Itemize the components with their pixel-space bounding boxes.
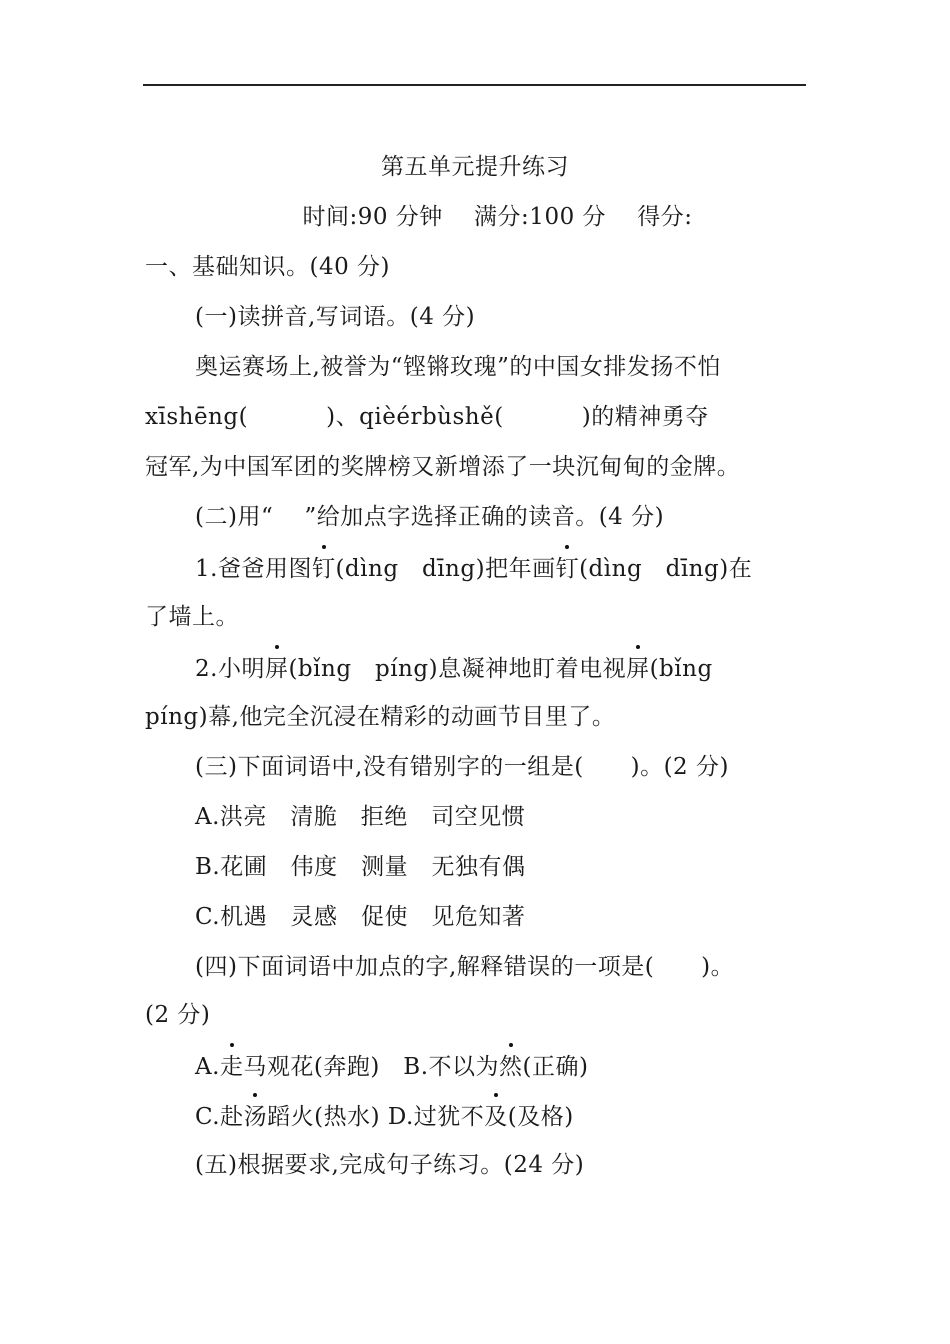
q2-item-1-cont: 了墙上。 xyxy=(145,604,239,630)
q2-item-2 xyxy=(195,654,713,684)
q1-line-1: 奥运赛场上,被誉为“铿锵玫瑰”的中国女排发扬不怕 xyxy=(195,354,721,380)
dotted-char: 屏 xyxy=(626,656,650,682)
q4-options-ab xyxy=(195,1052,588,1082)
dotted-char: 走 xyxy=(219,1054,244,1080)
q5-heading: (五)根据要求,完成句子练习。(24 分) xyxy=(195,1152,585,1178)
q2-item-1-part-b: (dìng dīng)把年画 xyxy=(335,556,556,582)
q1-line-2: xīshēng( )、qièérbùshě( )的精神勇夺 xyxy=(145,404,709,430)
q4-a-suffix: 马观花(奔跑) xyxy=(243,1054,380,1080)
q3-option-c: C.机遇 灵感 促使 见危知著 xyxy=(195,904,526,930)
section-heading: 一、基础知识。(40 分) xyxy=(145,254,391,280)
q2-item-1-part-c: (dìng dīng)在 xyxy=(579,556,753,582)
q4-b-prefix: B.不以为 xyxy=(379,1054,500,1080)
q3-heading: (三)下面词语中,没有错别字的一组是( )。(2 分) xyxy=(195,754,729,780)
dotted-char: 及 xyxy=(484,1104,508,1130)
dotted-char: 屏 xyxy=(264,656,289,682)
q2-item-2-part-b: (bǐng píng)息凝神地盯着电视 xyxy=(288,656,627,682)
dotted-char: 钉 xyxy=(555,556,580,582)
q4-c-suffix: 蹈火(热水) xyxy=(267,1104,381,1130)
q2-item-2-part-a: 2.小明 xyxy=(195,656,265,682)
q4-d-prefix: D.过犹不 xyxy=(380,1104,485,1130)
q2-item-2-part-c: (bǐng xyxy=(649,656,713,682)
q2-item-1-part-a: 1.爸爸用图 xyxy=(195,556,312,582)
q1-heading: (一)读拼音,写词语。(4 分) xyxy=(195,304,476,330)
q4-options-cd xyxy=(195,1102,574,1132)
q1-line-3: 冠军,为中国军团的奖牌榜又新增添了一块沉甸甸的金牌。 xyxy=(145,454,741,480)
q4-c-prefix: C.赴 xyxy=(195,1104,244,1130)
dotted-char: 然 xyxy=(499,1054,523,1080)
q2-heading: (二)用“ ”给加点字选择正确的读音。(4 分) xyxy=(195,504,665,530)
q4-heading: (四)下面词语中加点的字,解释错误的一项是( )。 xyxy=(195,954,735,980)
q4-score: (2 分) xyxy=(145,1002,211,1028)
q3-option-b: B.花圃 伟度 测量 无独有偶 xyxy=(195,854,526,880)
q3-option-a: A.洪亮 清脆 拒绝 司空见惯 xyxy=(195,804,526,830)
q4-d-suffix: (及格) xyxy=(507,1104,574,1130)
q2-item-2-cont: píng)幕,他完全沉浸在精彩的动画节目里了。 xyxy=(145,704,616,730)
top-rule xyxy=(143,84,806,86)
dotted-char: 钉 xyxy=(311,556,336,582)
q4-a-prefix: A. xyxy=(195,1054,220,1080)
page-title: 第五单元提升练习 xyxy=(381,154,569,180)
q2-item-1 xyxy=(195,554,752,584)
q4-b-suffix: (正确) xyxy=(522,1054,589,1080)
exam-info: 时间:90 分钟 满分:100 分 得分: xyxy=(302,204,693,230)
dotted-char: 汤 xyxy=(243,1104,268,1130)
